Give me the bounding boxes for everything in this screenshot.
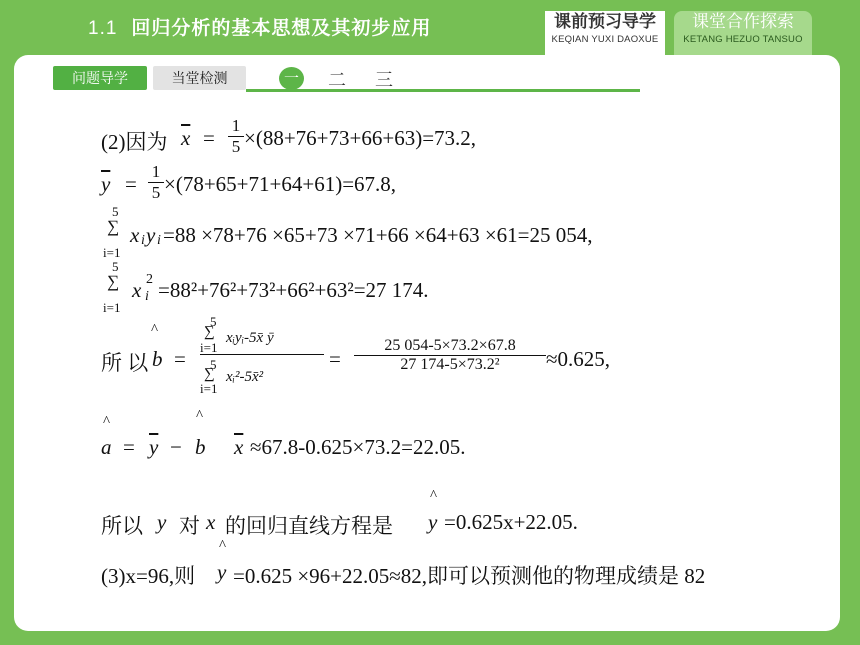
line2-frac-den: 5 — [148, 182, 164, 203]
line5-num-sum-icon: ∑ — [204, 324, 215, 340]
line5-num-sum-bottom: i=1 — [200, 340, 218, 355]
step-three-button[interactable]: 三 — [375, 70, 393, 90]
line2-rest: ×(78+65+71+64+61)=67.8, — [164, 172, 397, 196]
tab-ketang-label: 课堂合作探索 — [692, 12, 794, 31]
line2-fraction — [148, 162, 164, 203]
line6-hat-a: ^ — [103, 414, 111, 430]
line5-frac1-den: xᵢ²-5x̄² — [226, 369, 264, 385]
line7-rest: =0.625x+22.05. — [444, 510, 578, 534]
line2-equals: = — [125, 172, 137, 196]
line7-x: x — [206, 510, 216, 534]
line3-sum-bottom: i=1 — [103, 245, 121, 260]
line4-sup-2: 2 — [146, 272, 153, 287]
line3-sub-i2: i — [157, 233, 161, 248]
tab-keqian-label: 课前预习导学 — [554, 12, 656, 31]
line5-frac1-num-wrap — [200, 314, 324, 354]
line5-den-sum-top: 5 — [210, 357, 217, 372]
line3-sub-i1: i — [141, 233, 145, 248]
line7-mid2: 的回归直线方程是 — [225, 514, 393, 538]
line6-xbar: $\overline{x}$ — [234, 435, 244, 459]
line1-prefix: (2)因为 — [101, 130, 168, 154]
line5-den-sum-bottom: i=1 — [200, 381, 218, 396]
line5-b: b — [152, 347, 163, 371]
step-one-button[interactable]: 一 — [279, 67, 304, 90]
line1-frac-num: 1 — [231, 116, 241, 135]
line5-equals-2: = — [329, 347, 341, 371]
line6-minus: − — [170, 435, 182, 459]
line8-prefix: (3)x=96,则 — [101, 564, 196, 588]
line3-rest: =88 ×78+76 ×65+73 ×71+66 ×64+63 ×61=25 054, — [163, 223, 593, 247]
subtab-wenti-daoxue[interactable]: 问题导学 — [53, 66, 147, 90]
line7-hat-y: ^ — [430, 488, 438, 504]
line2-ybar: $\overline{y}$ — [101, 172, 111, 196]
line2-frac-num: 1 — [151, 162, 161, 181]
line4-sum-bottom: i=1 — [103, 300, 121, 315]
line8-yhat: y — [217, 560, 227, 584]
line7-prefix: 所以 — [101, 514, 143, 538]
line6-hat-b: ^ — [196, 408, 204, 424]
line1-equals: = — [203, 126, 215, 150]
line5-frac1-den-wrap — [200, 354, 324, 396]
line1-rest: ×(88+76+73+66+63)=73.2, — [244, 126, 477, 150]
line5-fraction-2 — [354, 337, 546, 374]
line5-frac2-den: 27 174-5×73.2² — [354, 355, 546, 374]
line3-x: x — [130, 223, 140, 247]
line6-equals: = — [123, 435, 135, 459]
line6-b: b — [195, 435, 206, 459]
line3-y: y — [146, 223, 156, 247]
line7-yhat: y — [428, 510, 438, 534]
line5-hat-b: ^ — [151, 322, 159, 338]
line5-num-sum-top: 5 — [210, 314, 217, 329]
line4-sub-i: i — [145, 289, 149, 304]
line7-y: y — [157, 510, 167, 534]
line5-prefix: 所 以 — [101, 351, 149, 375]
line5-equals: = — [174, 347, 186, 371]
subtab-dangtang-jiance[interactable]: 当堂检测 — [153, 66, 246, 90]
line8-hat-y: ^ — [219, 538, 227, 554]
line6-a: a — [101, 435, 112, 459]
line3-sum-top: 5 — [112, 204, 119, 219]
line7-mid1: 对 — [179, 514, 200, 538]
line5-fraction-1 — [200, 314, 324, 396]
line5-frac2-num: 25 054-5×73.2×67.8 — [384, 337, 516, 354]
line5-frac1-num: xᵢyᵢ-5x̄ ȳ — [226, 330, 274, 346]
line3-sum-icon: ∑ — [107, 217, 120, 236]
lesson-title-text: 回归分析的基本思想及其初步应用 — [131, 18, 432, 39]
line4-sum-icon: ∑ — [107, 272, 120, 291]
line4-x: x — [132, 278, 142, 302]
line5-den-sum-icon: ∑ — [204, 366, 215, 382]
step-two-button[interactable]: 二 — [328, 70, 346, 90]
line4-sum-top: 5 — [112, 259, 119, 274]
line6-rest: ≈67.8-0.625×73.2=22.05. — [250, 435, 466, 459]
line1-fraction — [228, 116, 244, 157]
tab-keqian-sublabel: KEQIAN YUXI DAOXUE — [551, 34, 659, 45]
tab-ketang-sublabel: KETANG HEZUO TANSUO — [683, 34, 803, 45]
line1-frac-den: 5 — [228, 136, 244, 157]
line8-rest: =0.625 ×96+22.05≈82,即可以预测他的物理成绩是 82 — [233, 564, 706, 588]
lesson-number: 1.1 — [88, 18, 118, 39]
line5-rest: ≈0.625, — [546, 347, 611, 371]
line4-rest: =88²+76²+73²+66²+63²=27 174. — [158, 278, 429, 302]
line1-xbar: $\overline{x}$ — [181, 126, 191, 150]
line6-ybar: $\overline{y}$ — [149, 435, 159, 459]
